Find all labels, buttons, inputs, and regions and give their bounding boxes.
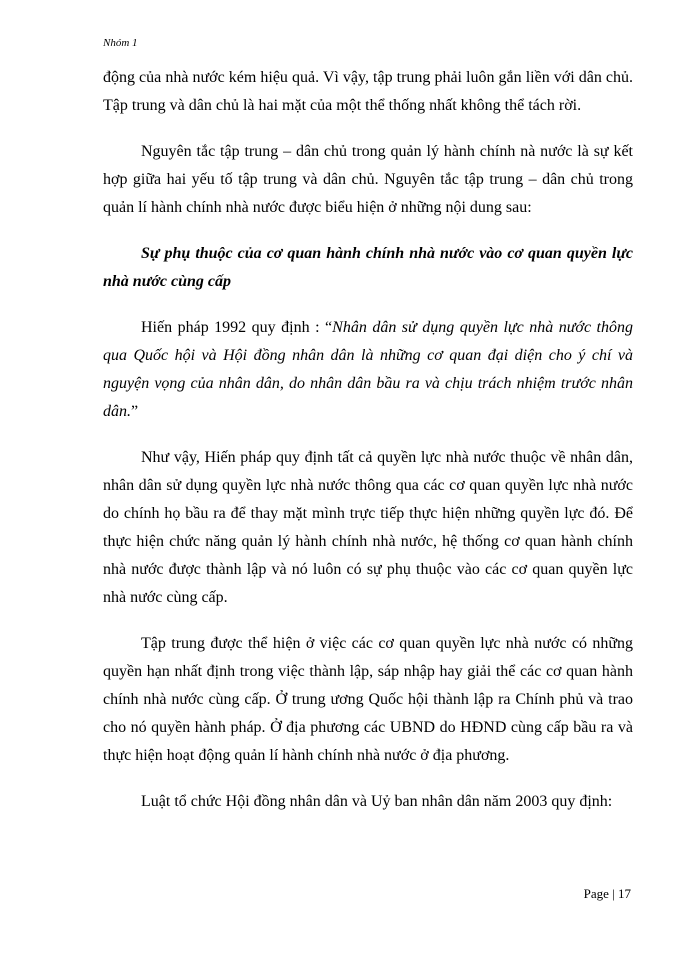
paragraph-law-reference: Luật tổ chức Hội đồng nhân dân và Uỷ ban nhân dân năm 2003 quy định: — [141, 793, 613, 810]
quote-text: Nhân dân sử dụng quyền lực nhà nước thông qua Quốc hội và Hội đồng nhân dân là những cơ quan đại diện cho ý chí và nguyện vọng của nhân dân, do nhân dân bầu ra và chịu trách nhiệm trước nhân dân. — [103, 319, 633, 420]
quote-intro: Hiến pháp 1992 quy định : “ — [141, 319, 333, 336]
paragraph-centralization: Tập trung được thể hiện ở việc các cơ quan quyền lực nhà nước có những quyền hạn nhất định trong việc thành lập, sáp nhập hay giải thể các cơ quan hành chính nhà nước cùng cấp. Ở trung ương Quốc hội thành lập ra Chính phủ và trao cho nó quyền hành pháp. Ở địa phương các UBND do HĐND cùng cấp bầu ra và thực hiện hoạt động quản lí hành chính nhà nước ở địa phương. — [103, 635, 633, 764]
page-header: Nhóm 1 — [103, 37, 138, 49]
paragraph-explanation: Như vậy, Hiến pháp quy định tất cả quyền lực nhà nước thuộc về nhân dân, nhân dân sử dụng quyền lực nhà nước thông qua các cơ quan quyền lực nhà nước do chính họ bầu ra để thay mặt mình trực tiếp thực hiện những quyền lực đó. Để thực hiện chức năng quản lý hành chính nhà nước, hệ thống cơ quan hành chính nhà nước được thành lập và nó luôn có sự phụ thuộc vào các cơ quan quyền lực nhà nước cùng cấp. — [103, 449, 633, 606]
page-number: Page | 17 — [583, 886, 631, 901]
section-heading: Sự phụ thuộc của cơ quan hành chính nhà nước vào cơ quan quyền lực nhà nước cùng cấp — [103, 245, 633, 290]
quote-close: ” — [131, 403, 139, 420]
document-body — [103, 64, 633, 816]
paragraph-constitution-quote — [103, 314, 633, 426]
paragraph-continuation: động của nhà nước kém hiệu quả. Vì vậy, tập trung phải luôn gắn liền với dân chủ. Tập trung và dân chủ là hai mặt của một thể thống nhất không thể tách rời. — [103, 69, 633, 114]
paragraph-principle: Nguyên tắc tập trung – dân chủ trong quản lý hành chính nà nước là sự kết hợp giữa hai yếu tố tập trung và dân chủ. Nguyên tắc tập trung – dân chủ trong quản lí hành chính nhà nước được biểu hiện ở những nội dung sau: — [103, 143, 633, 216]
